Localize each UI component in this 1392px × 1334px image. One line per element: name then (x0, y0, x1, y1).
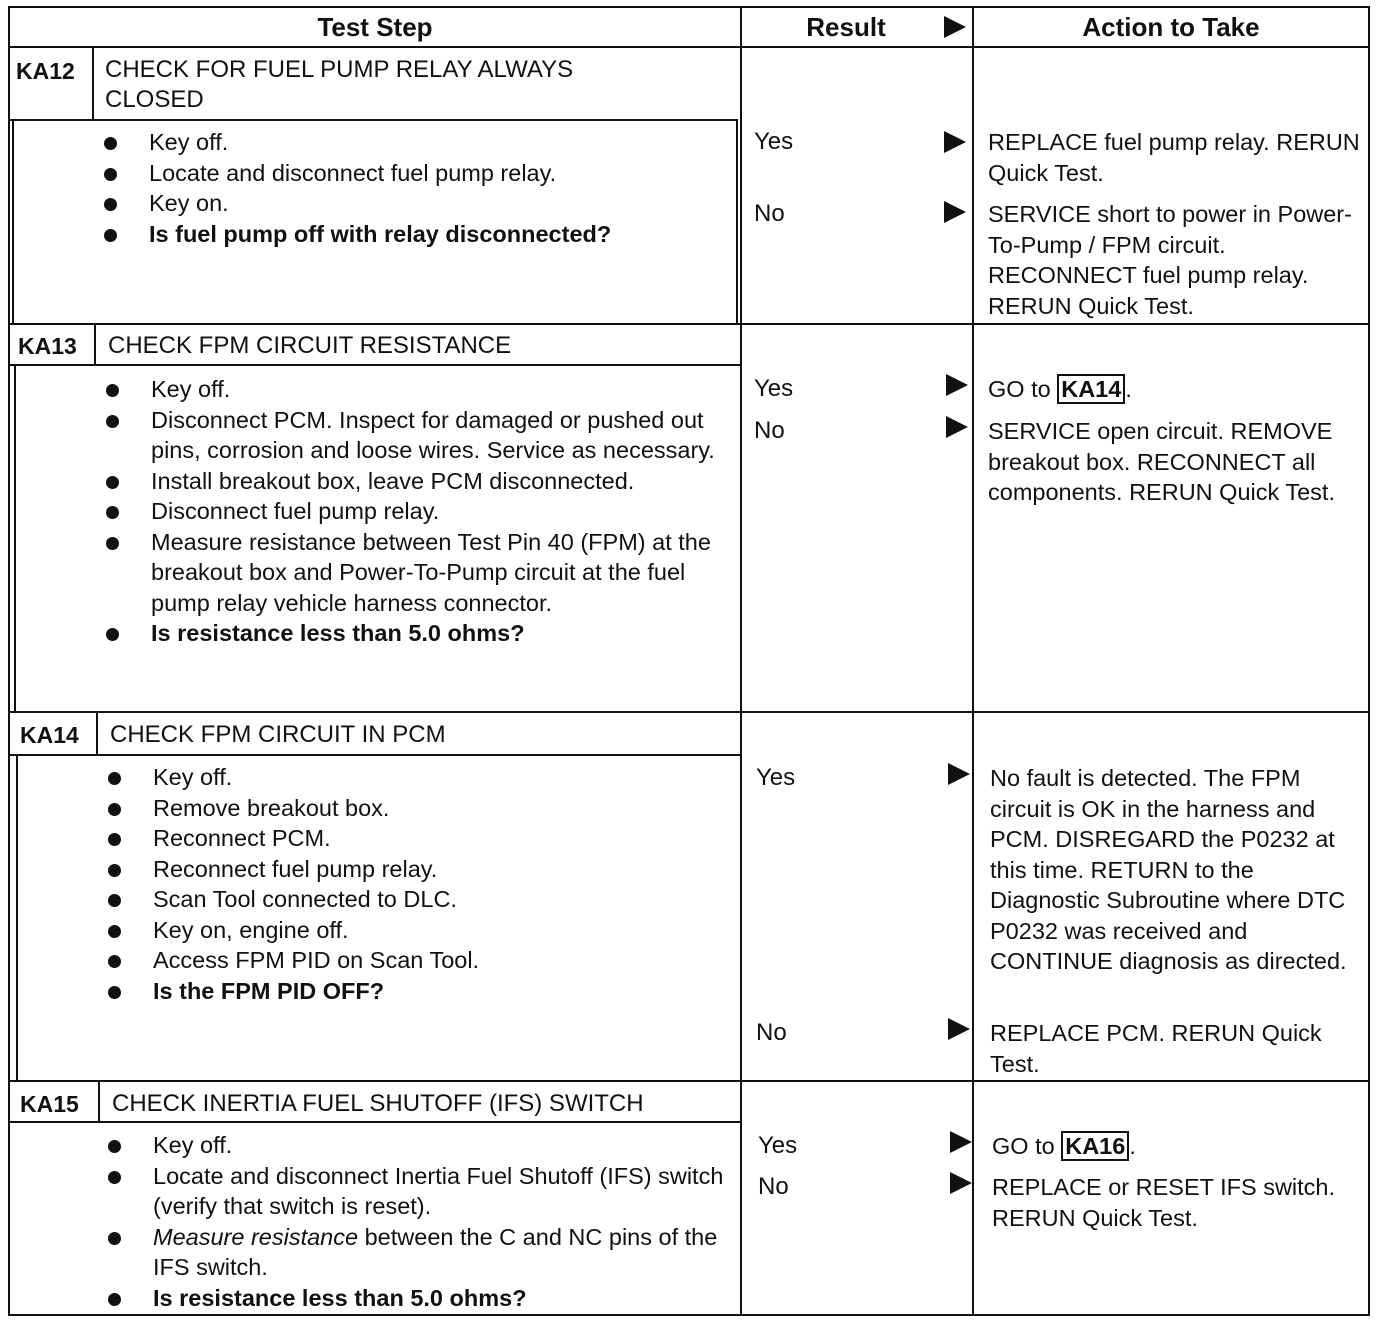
ref-ka16[interactable]: KA16 (1061, 1131, 1129, 1161)
result-no: No (754, 417, 785, 444)
action-text: . (1125, 376, 1132, 402)
action-text: . (1129, 1133, 1136, 1159)
arrow-icon (946, 374, 968, 396)
result-yes: Yes (758, 1132, 798, 1159)
step-text: between the C and NC pins of the IFS switch. (153, 1223, 718, 1280)
arrow-icon (944, 131, 966, 153)
step-item: Key off. (108, 1130, 728, 1161)
result-yes: Yes (754, 375, 794, 402)
step-title: CHECK FOR FUEL PUMP RELAY ALWAYS CLOSED (105, 56, 574, 113)
step-item: Scan Tool connected to DLC. (108, 884, 728, 915)
arrow-icon (950, 1172, 972, 1194)
step-item: Key off. (108, 762, 728, 793)
step-emphasis: Measure resistance (153, 1223, 359, 1250)
step-item: Key off. (106, 374, 726, 405)
step-title: CHECK FPM CIRCUIT IN PCM (110, 721, 446, 748)
header-test-step: Test Step (317, 12, 433, 42)
action-no: SERVICE open circuit. REMOVE breakout box. RECONNECT all components. RERUN Quick Test. (988, 418, 1335, 505)
action-text: GO to (988, 376, 1058, 402)
step-question: Is fuel pump off with relay disconnected? (104, 219, 724, 250)
header-result: Result (806, 12, 886, 42)
arrow-icon (944, 201, 966, 223)
arrow-icon (948, 763, 970, 785)
step-list (108, 1130, 728, 1313)
step-item: Locate and disconnect Inertia Fuel Shutoff (IFS) switch (verify that switch is reset). (108, 1161, 728, 1222)
header-action: Action to Take (1082, 12, 1260, 42)
action-yes: No fault is detected. The FPM circuit is OK in the harness and PCM. DISREGARD the P0232 at this time. RETURN to the Diagnostic Subroutine where DTC P0232 was received and CONTINUE diagnosis as directed. (990, 765, 1347, 974)
step-title: CHECK FPM CIRCUIT RESISTANCE (108, 332, 512, 359)
step-list (104, 127, 724, 249)
arrow-icon (946, 416, 968, 438)
step-item: Remove breakout box. (108, 793, 728, 824)
action-no: REPLACE or RESET IFS switch. RERUN Quick Test. (992, 1174, 1336, 1231)
action-yes (988, 374, 1360, 405)
step-item: Key off. (104, 127, 724, 158)
arrow-icon (948, 1018, 970, 1040)
step-item: Key on. (104, 188, 724, 219)
ref-ka14[interactable]: KA14 (1057, 374, 1125, 404)
step-title: CHECK INERTIA FUEL SHUTOFF (IFS) SWITCH (112, 1090, 644, 1117)
step-item: Measure resistance between Test Pin 40 (FPM) at the breakout box and Power-To-Pump circuit at the fuel pump relay vehicle harness connector. (106, 527, 726, 619)
result-yes: Yes (756, 764, 796, 791)
step-item (108, 1222, 728, 1283)
step-code: KA13 (18, 333, 77, 359)
step-question: Is resistance less than 5.0 ohms? (106, 618, 726, 649)
result-yes: Yes (754, 128, 794, 155)
step-item: Access FPM PID on Scan Tool. (108, 945, 728, 976)
step-question: Is the FPM PID OFF? (108, 976, 728, 1007)
step-item: Reconnect PCM. (108, 823, 728, 854)
result-no: No (758, 1173, 789, 1200)
step-item: Disconnect fuel pump relay. (106, 496, 726, 527)
step-code: KA15 (20, 1091, 79, 1117)
action-yes: REPLACE fuel pump relay. RERUN Quick Test. (988, 129, 1360, 186)
action-no: SERVICE short to power in Power-To-Pump / FPM circuit. RECONNECT fuel pump relay. RERUN Quick Test. (988, 201, 1352, 319)
step-code: KA12 (16, 58, 75, 84)
action-no: REPLACE PCM. RERUN Quick Test. (990, 1020, 1322, 1077)
step-list (108, 762, 728, 1006)
step-item: Disconnect PCM. Inspect for damaged or pushed out pins, corrosion and loose wires. Service as necessary. (106, 405, 726, 466)
result-no: No (754, 200, 785, 227)
step-code: KA14 (20, 722, 79, 748)
result-no: No (756, 1019, 787, 1046)
action-yes (992, 1131, 1362, 1162)
action-text: GO to (992, 1133, 1062, 1159)
step-question: Is resistance less than 5.0 ohms? (108, 1283, 728, 1314)
step-item: Reconnect fuel pump relay. (108, 854, 728, 885)
header-arrow-icon (944, 16, 966, 38)
arrow-icon (950, 1131, 972, 1153)
step-item: Install breakout box, leave PCM disconnected. (106, 466, 726, 497)
step-item: Key on, engine off. (108, 915, 728, 946)
step-list (106, 374, 726, 649)
step-item: Locate and disconnect fuel pump relay. (104, 158, 724, 189)
